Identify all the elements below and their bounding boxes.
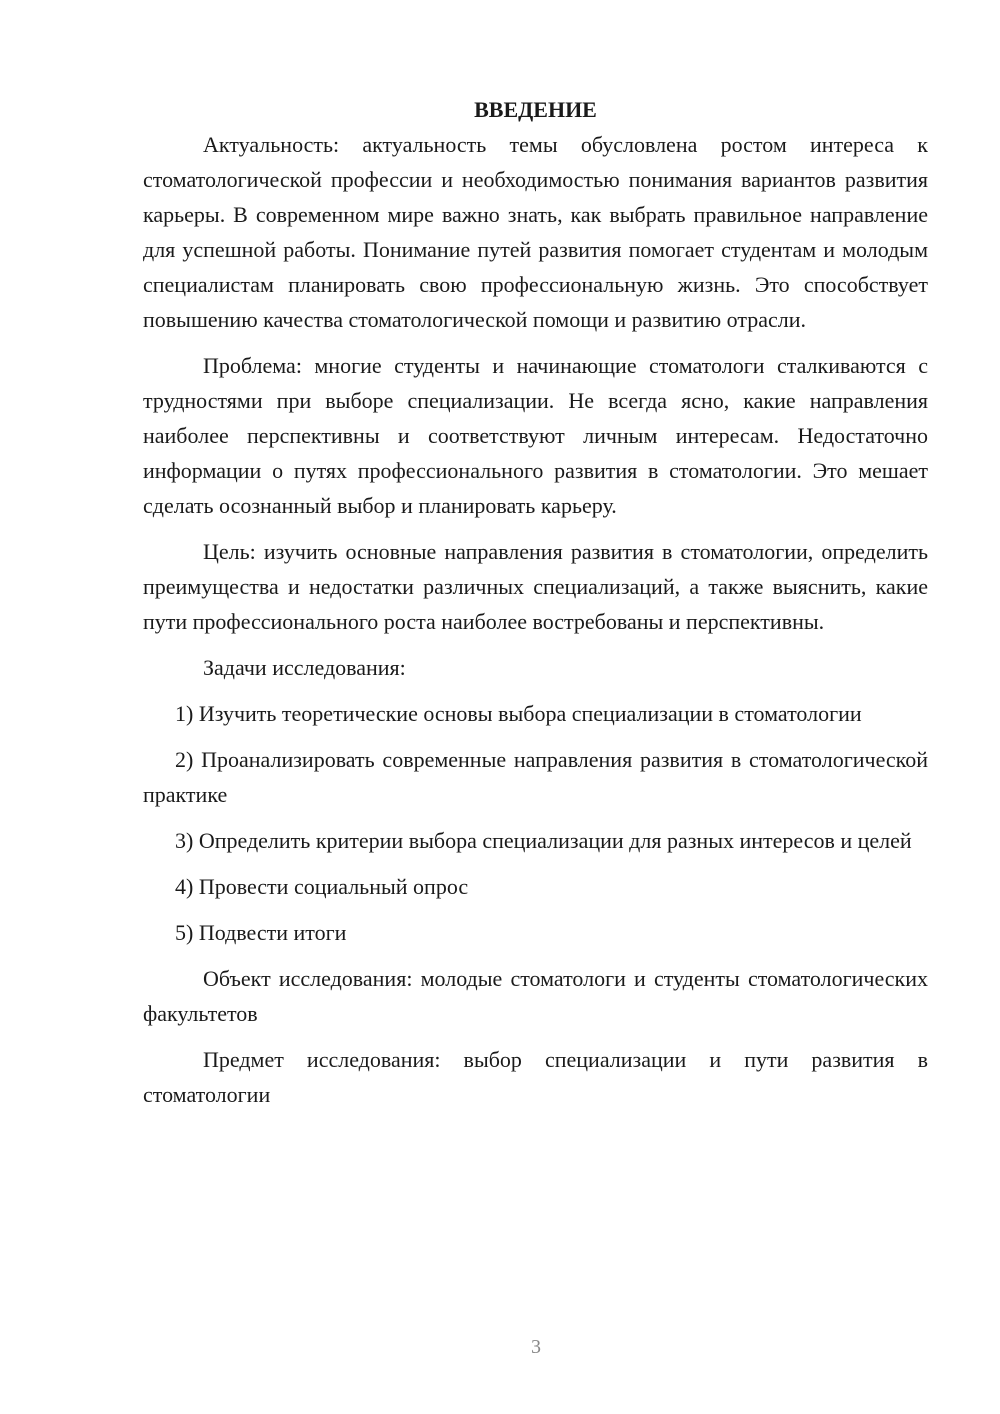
document-title: ВВЕДЕНИЕ — [474, 97, 597, 122]
task-item: 5) Подвести итоги — [175, 920, 347, 945]
paragraph-object: Объект исследования: молодые стоматологи и студенты стоматологических факультетов — [143, 966, 928, 1026]
document-page — [143, 92, 928, 1112]
tasks-heading: Задачи исследования: — [203, 655, 406, 680]
tasks-list — [143, 696, 928, 950]
paragraph-problem: Проблема: многие студенты и начинающие стоматологи сталкиваются с трудностями при выборе специализации. Не всегда ясно, какие направления наиболее перспективны и соответствуют личным интересам. Недостаточно информации о путях профессионального развития в стоматологии. Это мешает сделать осознанный выбор и планировать карьеру. — [143, 353, 928, 518]
page-number: 3 — [531, 1336, 541, 1358]
paragraph-goal: Цель: изучить основные направления развития в стоматологии, определить преимущества и недостатки различных специализаций, а также выяснить, какие пути профессионального роста наиболее востребованы и перспективны. — [143, 539, 928, 634]
paragraph-relevance: Актуальность: актуальность темы обусловлена ростом интереса к стоматологической профессии и необходимостью понимания вариантов развития карьеры. В современном мире важно знать, как выбрать правильное направление для успешной работы. Понимание путей развития помогает студентам и молодым специалистам планировать свою профессиональную жизнь. Это способствует повышению качества стоматологической помощи и развитию отрасли. — [143, 132, 928, 332]
task-item: 3) Определить критерии выбора специализации для разных интересов и целей — [175, 828, 912, 853]
paragraph-subject: Предмет исследования: выбор специализации и пути развития в стоматологии — [143, 1047, 928, 1107]
task-item: 4) Провести социальный опрос — [175, 874, 469, 899]
task-item: 2) Проанализировать современные направления развития в стоматологической практике — [143, 747, 928, 807]
task-item: 1) Изучить теоретические основы выбора специализации в стоматологии — [175, 701, 862, 726]
